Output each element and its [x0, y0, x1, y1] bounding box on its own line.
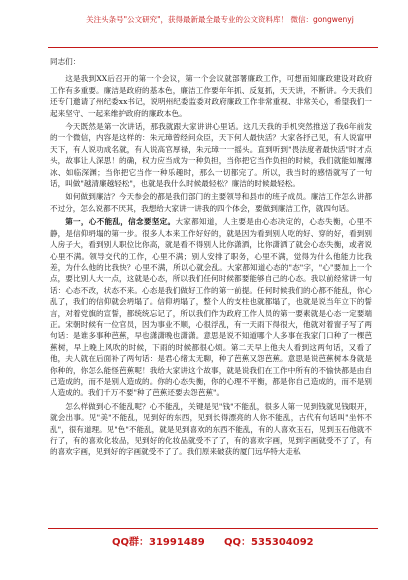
header-banner: 关注头条号"公文研究"，获得最新最全最专业的公文资料库！ 微信：gongwenyj [86, 15, 354, 24]
paragraph-4-heading: 第一，心不能乱，信念要坚定。 [65, 217, 176, 227]
header-divider [48, 47, 378, 48]
paragraph-4 [50, 216, 372, 399]
paragraph-5: 怎么样做到心不能乱呢？心不能乱，关键是见"钱"不能乱，很多人第一见到钱就见钱眼开，就会出事。见"美"不能乱，见到好的东西，见到长得漂亮的人你不能乱，古代有句话叫"坐怀不乱"，很有道理。见"色"不能乱，就是见到喜欢的东西不能乱，有的人喜欢玉石，见到玉石他就不行了，有的喜欢化妆品，见到好的化妆品就受不了了，有的喜欢字画，见到字画就受不了了，有的喜欢字画，见到好的字画就受不了了。我们原来破获的厦门远华特大走私 [50, 401, 372, 457]
qq-number: QQ：535304092 [224, 537, 314, 548]
qq-group-number: QQ群：31991489 [112, 537, 205, 548]
footer-divider [48, 528, 378, 529]
paragraph-4-text: 大家都知道，人主要是由心态决定的，心态失衡，心里不静，是信仰坍塌的第一步。很多人本来工作好好的，就是因为看到别人吃的好、穿的好，看到别人房子大，看到别人职位比你高，就是看不得别人比你潇洒，比你潇洒了就会心态失衡，或者说心里不满。领导交代的工作，心里不满；别人安排了职务，心里不满，觉得为什么他能力比我差，为什么他的比我快？心里不满，所以心就会乱。大家都知道心态的"态"字，"心"要加上一个点，要比别人大一点，这就是心态，所以我们任何时候都要能够自己的心态。我以前经常讲一句话：心态不改，状态不来。心态是我们做好工作的第一前提。任何时候我们的心都不能乱，你心乱了，我们的信仰就会坍塌了。信仰坍塌了，整个人的支柱也就都塌了，也就是说当年立下的誓言，对着党旗的宣誓，都统统忘记了，所以我们作为政府工作人员的第一要素就是心态一定要端正。宋朝时候有一位官员，因为事业不顺，心很浮乱，有一天雨下得很大，他就对着窗子写了两句话：是谁多事种芭蕉，早也潇潇晚也潇潇。意思是说不知道哪个人多事在我家门口种了一棵芭蕉树，早上晚上风吹的时候，下雨的时候都很心烦。第二天早上他夫人看到这两句话，又看了他，夫人就在后面补了两句话：是君心绪太无聊，种了芭蕉又怨芭蕉。意思是说芭蕉树本身就是你种的，你怎么能怪芭蕉呢！我给大家讲这个故事，就是说我们在工作中所有的不愉快都是由自己造成的，而不是别人造成的。你的心态失衡，你的心理不平衡，都是你自己造成的，而不是别人造成的。我们千万不要"种了芭蕉还要去怨芭蕉"。 [50, 217, 373, 398]
paragraph-3: 如何做到廉洁？今天参会的都是我们部门的主要领导和县市的班子成员。廉洁工作怎么讲都不过分，怎么说都不厌其，我想给大家讲一讲我的四个体会，要做到廉洁工作，就四句话。 [50, 192, 372, 213]
paragraph-1: 这是我到XX后召开的第一个会议，第一个会议就部署廉政工作，可想而知廉政建设对政府工作有多重要。廉洁是政府的基本色，廉洁工作要年年抓、反复抓，天天讲，不断讲。今天我们还专门邀请了州纪委xx书记，说明州纪委监委对政府廉政工作非常重视、非常关心，希望我们一起来坚守、一起来维护政府的廉政本色。 [50, 74, 372, 118]
salutation: 同志们： [50, 57, 81, 66]
paragraph-2: 今天既然是第一次讲话，那我就跟大家讲讲心里话。这几天我的手机突然推送了我6年前发的一个微信，内容是这样的：朱元璋曾经问众臣，天下何人最快活？大家各抒己见，有人说富甲天下，有人说功成名就，有人说高官厚禄，朱元璋一一摇头。直到听到"畏法度者最快活"时才点头，故事让人深思！的确，权力应当成为一种负担，当你把它当作负担的时候，我们就能如履薄冰、如临深渊；当你把它当作一种乐趣时，那么一切都完了。所以，我当时的感悟就写了一句话，叫做"越清廉越轻松"，也就是我什么时候最轻松？廉洁的时候最轻松。 [50, 122, 372, 189]
document-body [50, 56, 372, 460]
